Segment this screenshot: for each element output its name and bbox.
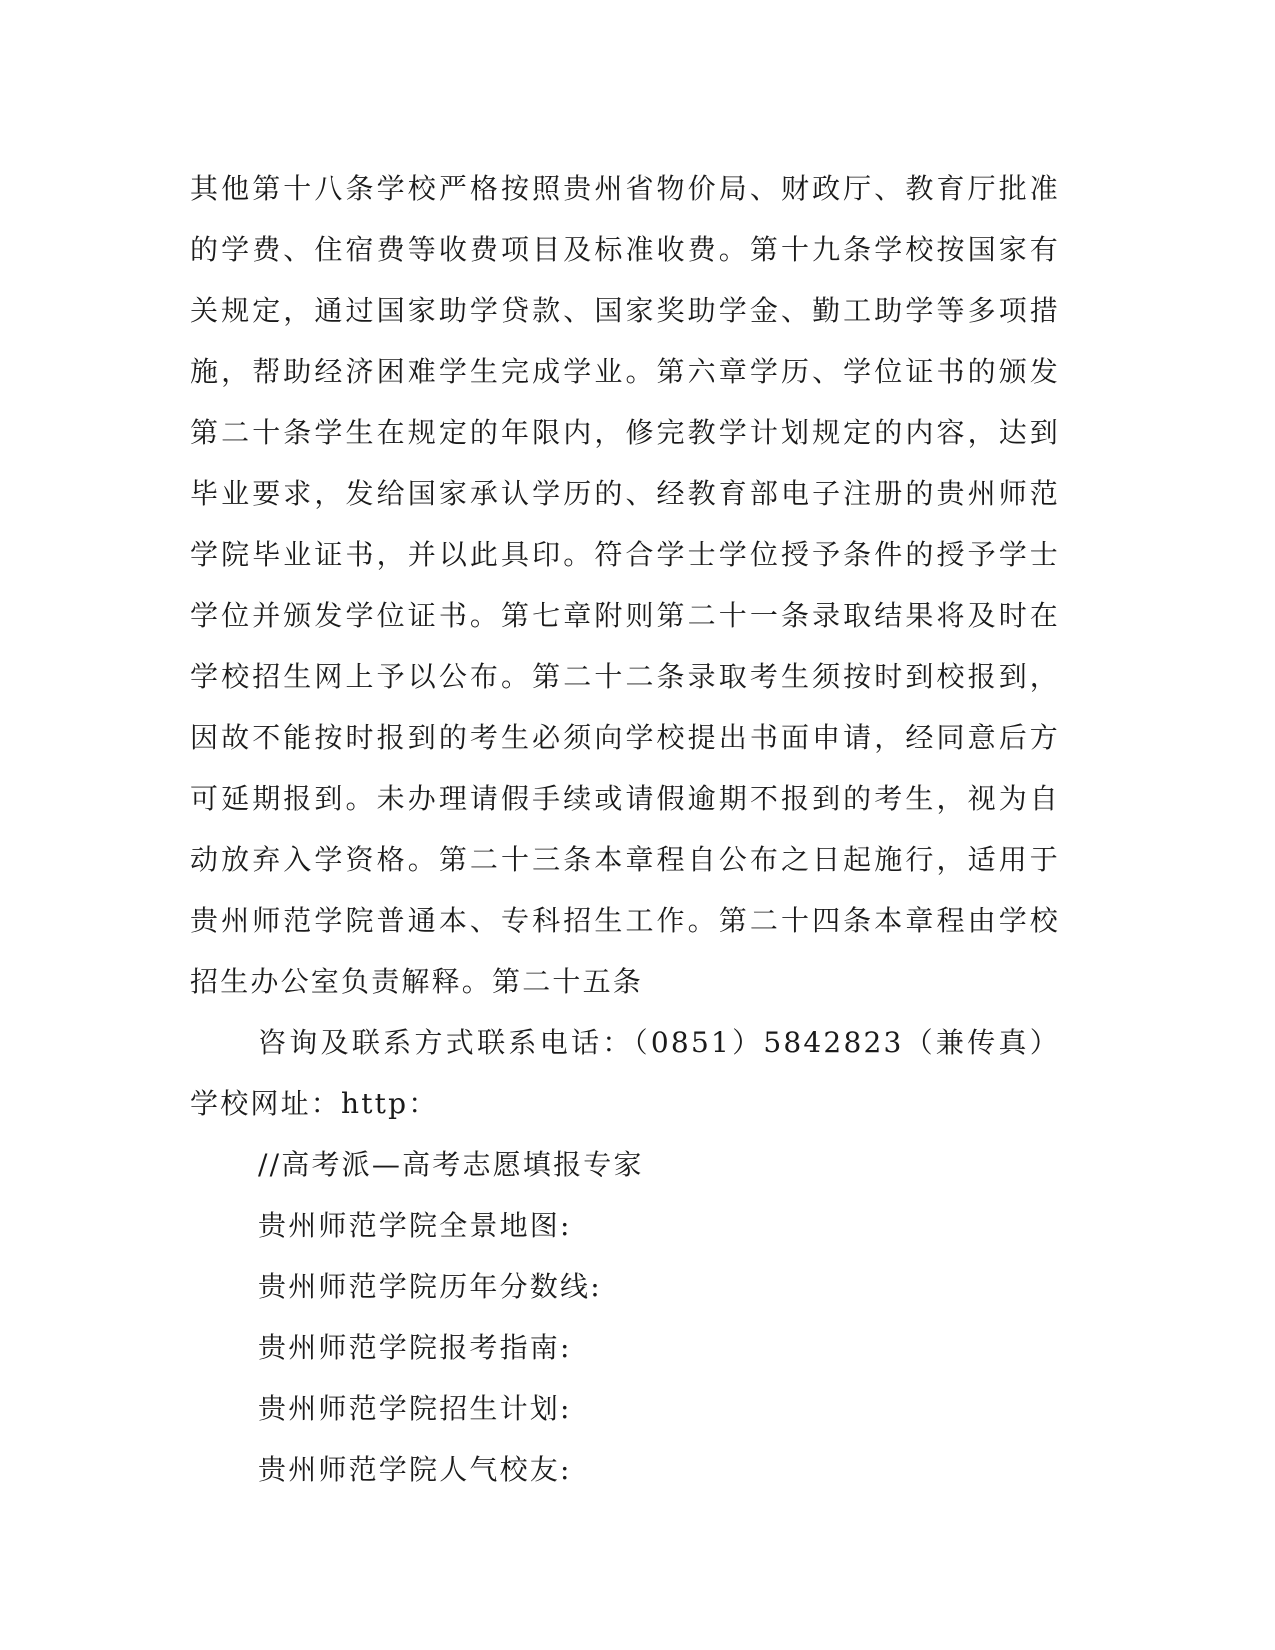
related-link-score-lines: 贵州师范学院历年分数线: (258, 1270, 602, 1303)
related-link-panorama-map: 贵州师范学院全景地图: (258, 1209, 572, 1242)
regulation-paragraph: 其他第十八条学校严格按照贵州省物价局、财政厅、教育厅批准的学费、住宿费等收费项目及标准收费。第十九条学校按国家有关规定，通过国家助学贷款、国家奖助学金、勤工助学等多项措施，帮助经济困难学生完成学业。第六章学历、学位证书的颁发第二十条学生在规定的年限内，修完教学计划规定的内容，达到毕业要求，发给国家承认学历的、经教育部电子注册的贵州师范学院毕业证书，并以此具印。符合学士学位授予条件的授予学士学位并颁发学位证书。第七章附则第二十一条录取结果将及时在学校招生网上予以公布。第二十二条录取考生须按时到校报到，因故不能按时报到的考生必须向学校提出书面申请，经同意后方可延期报到。未办理请假手续或请假逾期不报到的考生，视为自动放弃入学资格。第二十三条本章程自公布之日起施行，适用于贵州师范学院普通本、专科招生工作。第二十四条本章程由学校招生办公室负责解释。第二十五条 (190, 172, 1060, 998)
related-link-enrollment-plan: 贵州师范学院招生计划: (258, 1392, 572, 1425)
document-body (190, 158, 1060, 1500)
related-links-list (190, 1134, 1060, 1500)
related-link-gaokaopai: //高考派—高考志愿填报专家 (258, 1148, 644, 1181)
related-link-notable-alumni: 贵州师范学院人气校友: (258, 1453, 572, 1486)
related-link-application-guide: 贵州师范学院报考指南: (258, 1331, 572, 1364)
contact-paragraph: 咨询及联系方式联系电话：（0851）5842823（兼传真）学校网址：http： (190, 1026, 1060, 1120)
